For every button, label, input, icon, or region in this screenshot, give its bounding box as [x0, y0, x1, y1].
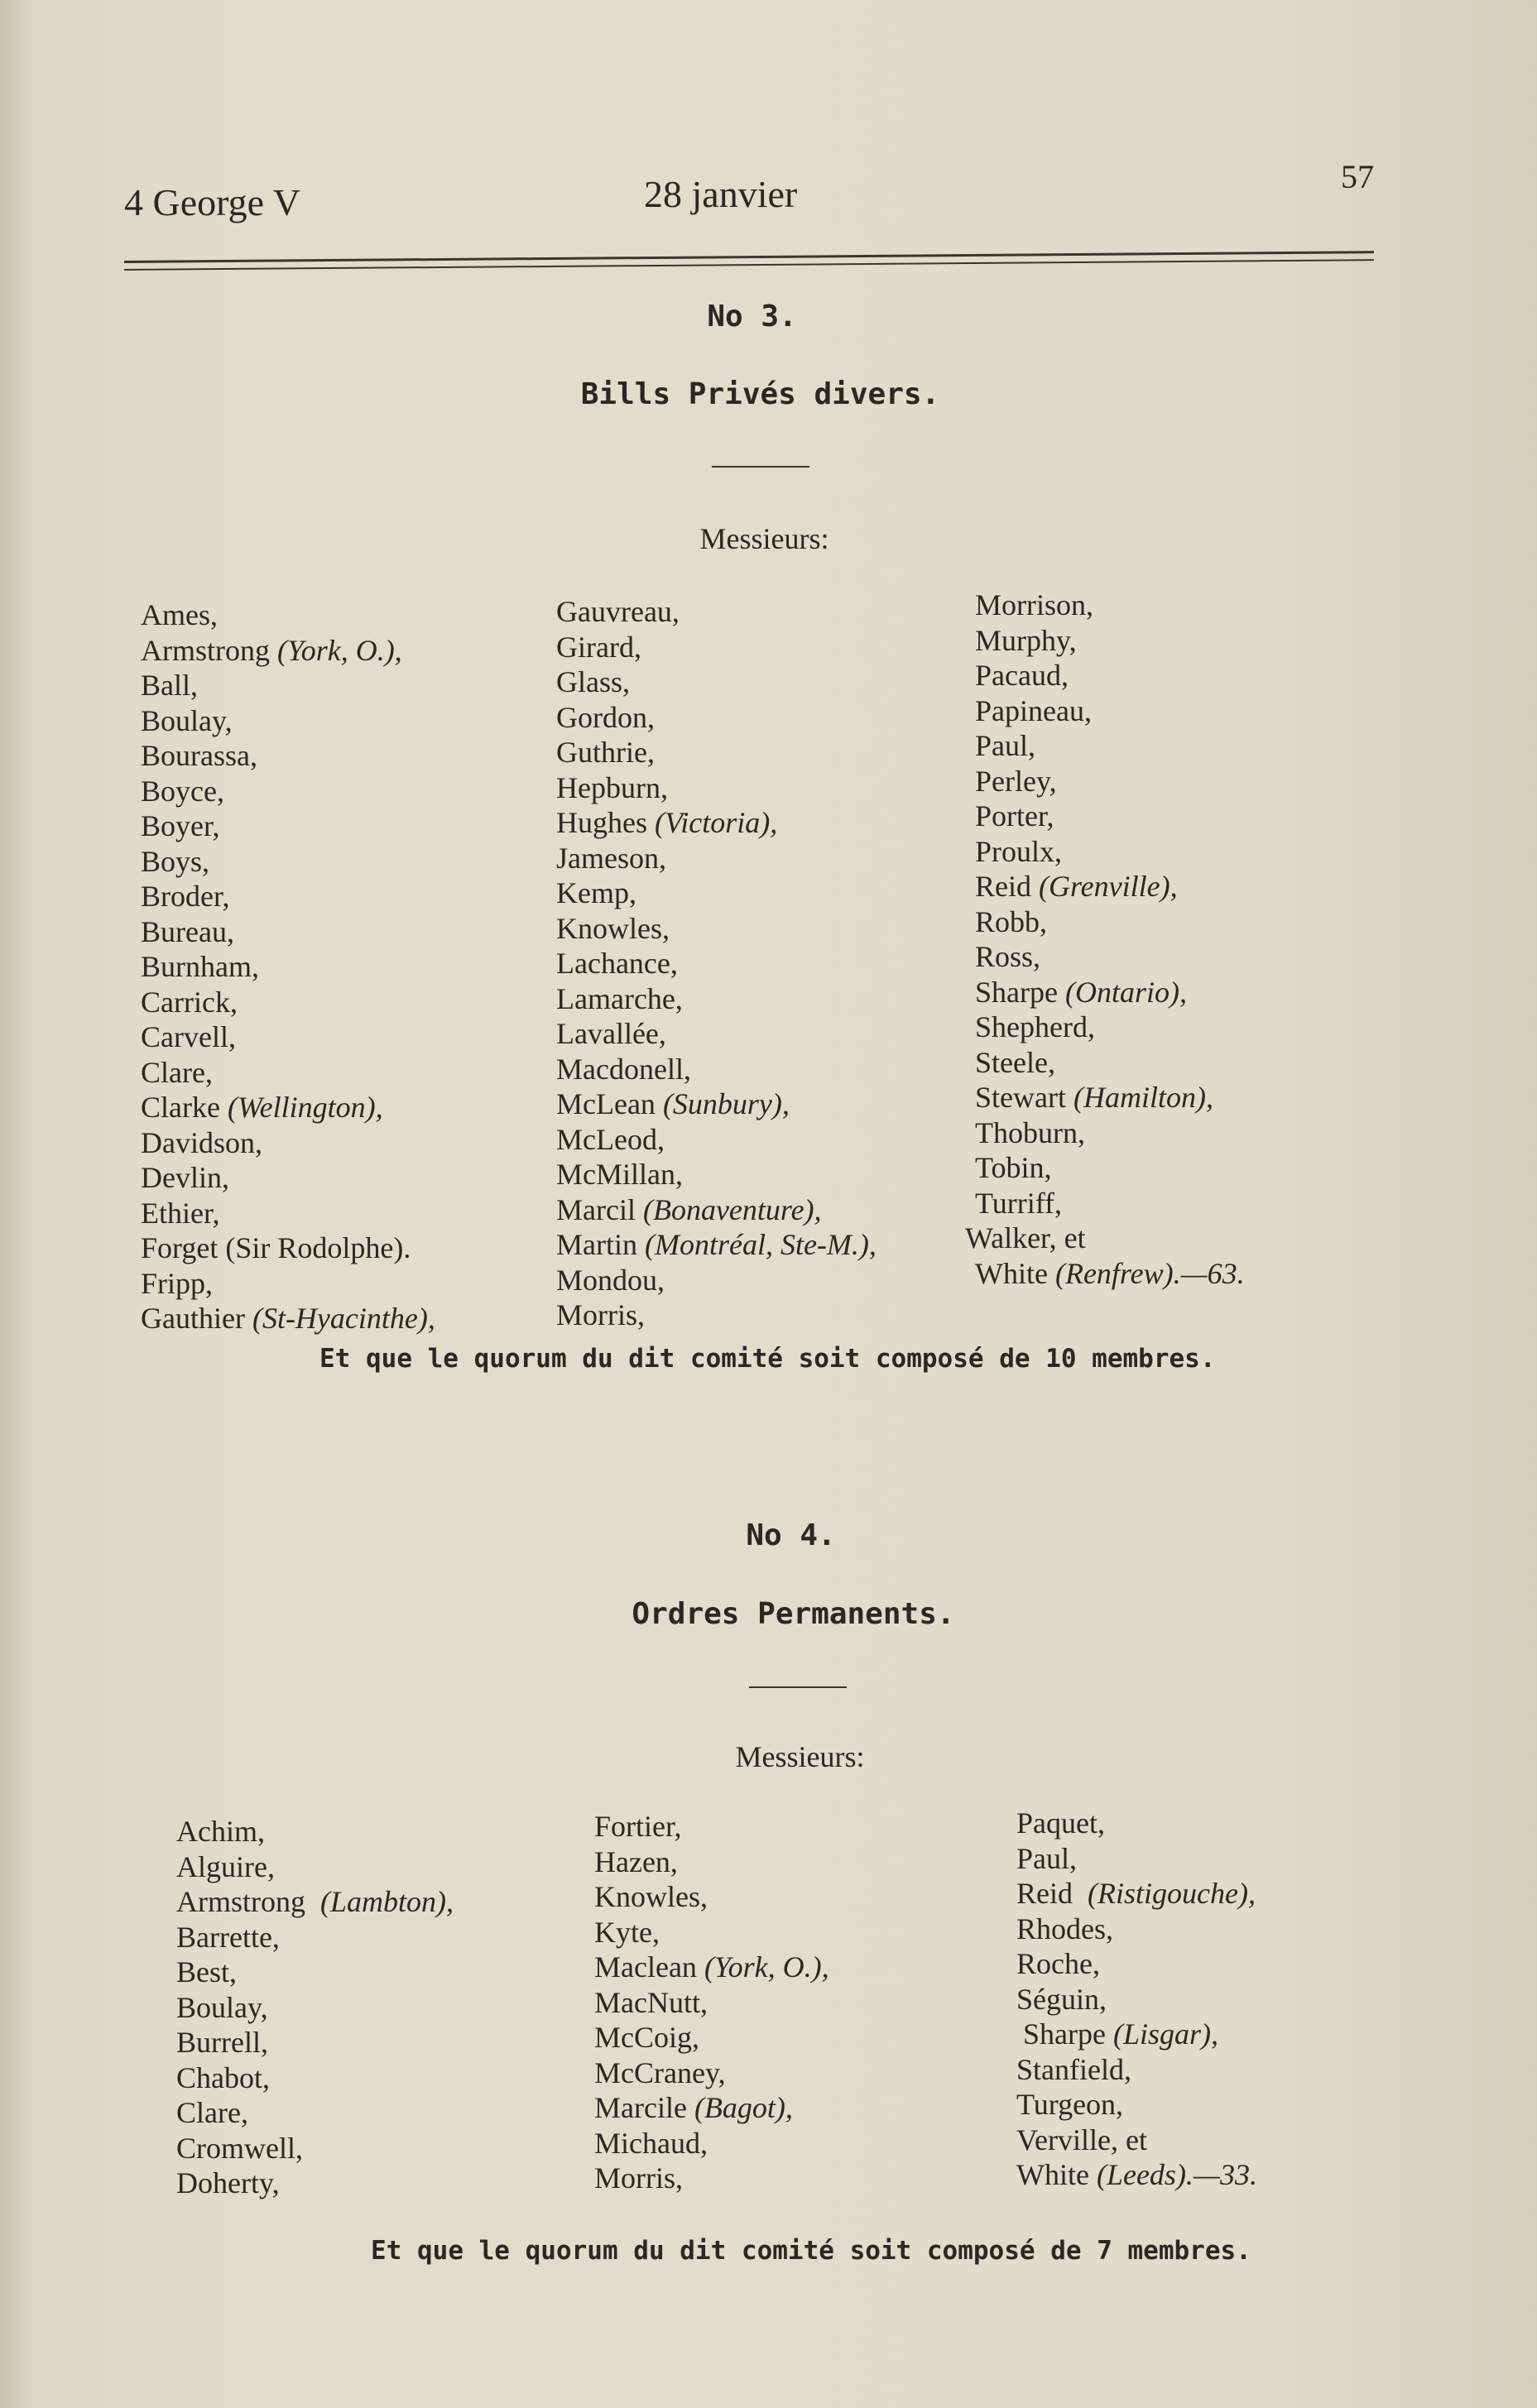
member-name: Proulx,	[975, 834, 1063, 868]
member-name: Kyte,	[594, 1915, 660, 1949]
member-name: Turgeon,	[1016, 2088, 1124, 2121]
member-name: Maclean (York, O.),	[594, 1950, 829, 1983]
member-name: Hazen,	[594, 1844, 678, 1878]
member-name: Bourassa,	[141, 739, 257, 772]
member-name: Boulay,	[176, 1990, 268, 2024]
member-name: Forget (Sir Rodolphe).	[141, 1231, 411, 1264]
member-name: Papineau,	[975, 693, 1092, 727]
member-name: McMillan,	[556, 1158, 683, 1191]
member-name: Paul,	[1016, 1841, 1078, 1875]
quorum-statement: Et que le quorum du dit comité soit composé de 7 membres.	[371, 2236, 1251, 2266]
member-name: Pacaud,	[975, 659, 1069, 692]
member-name: Séguin,	[1016, 1982, 1107, 2016]
member-name: Gauthier (St-Hyacinthe),	[141, 1302, 435, 1335]
member-name: Carvell,	[141, 1020, 236, 1053]
member-name: Guthrie,	[556, 736, 655, 769]
member-name: Boyer,	[141, 809, 220, 842]
member-name: Burrell,	[176, 2026, 268, 2059]
member-name: McLeod,	[556, 1122, 665, 1156]
member-name: MacNutt,	[594, 1985, 708, 2019]
member-name: Roche,	[1016, 1947, 1100, 1980]
section-divider	[749, 1686, 847, 1688]
member-name: Clare,	[176, 2096, 248, 2129]
quorum-statement: Et que le quorum du dit comité soit composé de 10 membres.	[319, 1344, 1216, 1374]
member-name: Paquet,	[1016, 1806, 1105, 1840]
member-name: Reid (Ristigouche),	[1016, 1877, 1256, 1910]
member-name: Broder,	[141, 880, 230, 913]
member-name: Knowles,	[556, 911, 670, 945]
member-name: Armstrong (York, O.),	[141, 633, 402, 667]
member-name: McLean (Sunbury),	[556, 1087, 790, 1120]
member-column-2	[594, 1809, 829, 2196]
member-name: Doherty,	[176, 2166, 280, 2199]
date-heading: 28 janvier	[644, 173, 798, 215]
member-name: Marcile (Bagot),	[594, 2091, 793, 2124]
member-name: Clare,	[141, 1055, 213, 1089]
member-name: Murphy,	[975, 623, 1077, 657]
member-name: Kemp,	[556, 876, 636, 909]
member-name: Best,	[176, 1955, 238, 1988]
page-header	[124, 158, 1374, 223]
member-name: Stewart (Hamilton),	[975, 1081, 1213, 1114]
member-name: Turriff,	[975, 1186, 1063, 1220]
member-column-3	[965, 588, 1245, 1291]
member-name: Reid (Grenville),	[975, 870, 1178, 903]
section-title: Bills Privés divers.	[580, 377, 940, 411]
member-name: Cromwell,	[176, 2131, 303, 2165]
member-name: Stanfield,	[1016, 2052, 1131, 2086]
member-name: Morris,	[556, 1298, 645, 1331]
member-name: Glass,	[556, 665, 630, 698]
member-column-1	[176, 1814, 454, 2201]
member-name: Alguire,	[176, 1849, 275, 1883]
member-name: Boys,	[141, 844, 210, 878]
member-name: Carrick,	[141, 985, 238, 1019]
member-name: Rhodes,	[1016, 1912, 1113, 1945]
member-name: Porter,	[975, 799, 1054, 832]
member-name: Ross,	[975, 940, 1041, 973]
member-name: Gauvreau,	[556, 595, 680, 628]
member-name: Boyce,	[141, 774, 224, 808]
member-name: Barrette,	[176, 1920, 280, 1954]
member-column-3	[1016, 1806, 1257, 2193]
member-name: Clarke (Wellington),	[141, 1091, 383, 1124]
member-name: White (Leeds).—33.	[1016, 2158, 1257, 2191]
member-name: Gordon,	[556, 700, 655, 734]
member-name: Thoburn,	[975, 1115, 1085, 1149]
member-name: Ball,	[141, 669, 198, 702]
member-name: Verville, et	[1016, 2123, 1147, 2156]
member-name: Morrison,	[975, 588, 1093, 621]
member-name: Martin (Montréal, Ste-M.),	[556, 1228, 877, 1261]
member-name: White (Renfrew).—63.	[975, 1256, 1245, 1290]
messieurs-label: Messieurs:	[699, 522, 829, 555]
member-name: Shepherd,	[975, 1010, 1095, 1043]
section-number: No 4.	[746, 1518, 836, 1552]
member-name: Robb,	[975, 904, 1048, 938]
member-name: Marcil (Bonaventure),	[556, 1192, 822, 1226]
member-name: Armstrong (Lambton),	[176, 1885, 454, 1918]
member-column-1	[141, 597, 435, 1336]
member-name: Sharpe (Ontario),	[975, 975, 1187, 1009]
member-name: Steele,	[975, 1045, 1055, 1079]
member-name: Boulay,	[141, 703, 233, 737]
member-name: Davidson,	[141, 1125, 262, 1159]
member-name: Chabot,	[176, 2060, 270, 2094]
section-title: Ordres Permanents.	[632, 1597, 955, 1631]
regnal-year: 4 George V	[124, 181, 300, 223]
member-name: Devlin,	[141, 1161, 229, 1194]
member-name: Perley,	[975, 764, 1057, 798]
member-name: Lachance,	[556, 947, 678, 980]
member-name: Fripp,	[141, 1266, 214, 1300]
member-name: Lavallée,	[556, 1017, 666, 1050]
section-divider	[712, 466, 809, 468]
member-column-2	[556, 594, 877, 1333]
member-name: Achim,	[176, 1815, 265, 1848]
member-name: Michaud,	[594, 2126, 708, 2160]
section-number: No 3.	[707, 300, 797, 333]
member-name: Morris,	[594, 2161, 683, 2195]
member-name: Walker, et	[965, 1221, 1086, 1254]
member-name: Paul,	[975, 729, 1036, 762]
member-name: Sharpe (Lisgar),	[1023, 2017, 1218, 2051]
member-name: Hepburn,	[556, 770, 668, 804]
member-name: Mondou,	[556, 1263, 665, 1297]
member-name: Lamarche,	[556, 981, 683, 1015]
member-name: Hughes (Victoria),	[556, 806, 778, 839]
member-name: Fortier,	[594, 1810, 682, 1843]
member-name: Tobin,	[975, 1151, 1052, 1184]
page-number: 57	[1341, 158, 1374, 195]
member-name: Jameson,	[556, 841, 666, 875]
member-name: McCoig,	[594, 2021, 700, 2054]
member-name: Macdonell,	[556, 1052, 691, 1086]
member-name: Ethier,	[141, 1196, 220, 1230]
member-name: Girard,	[556, 630, 641, 664]
member-name: Bureau,	[141, 914, 234, 948]
member-name: Knowles,	[594, 1880, 708, 1913]
member-name: Ames,	[141, 598, 218, 631]
member-name: Burnham,	[141, 950, 259, 983]
member-name: McCraney,	[594, 2055, 726, 2089]
messieurs-label: Messieurs:	[735, 1740, 865, 1773]
